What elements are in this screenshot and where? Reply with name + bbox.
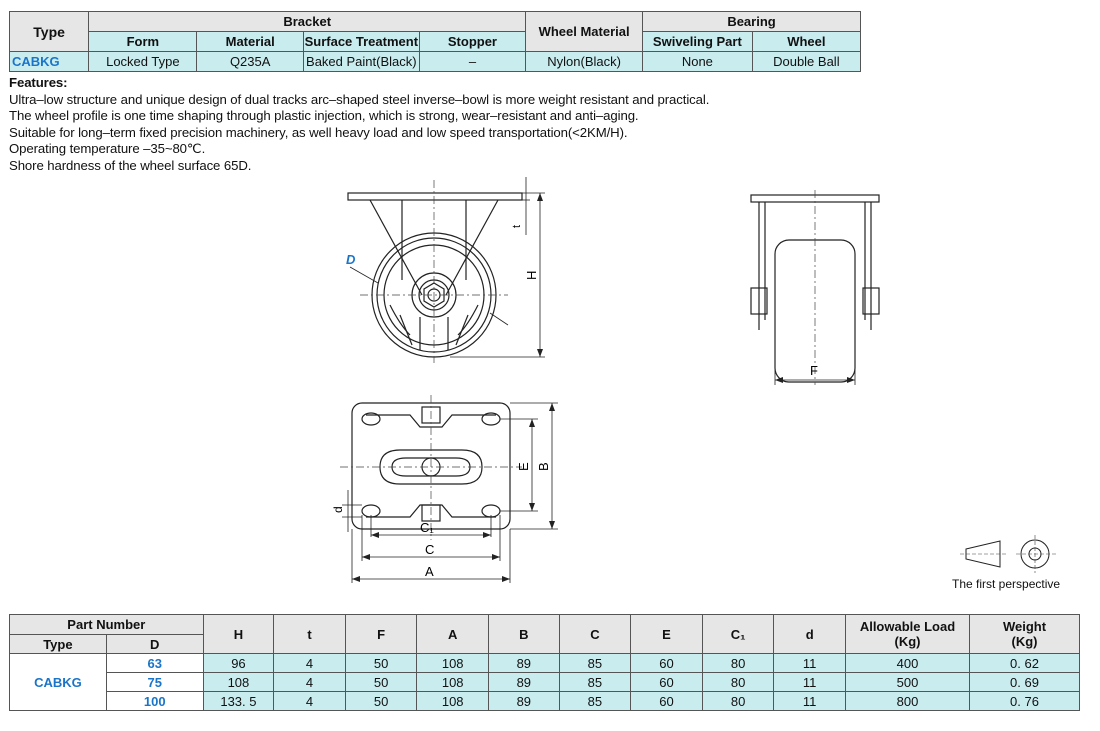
dim-label-C: C	[425, 542, 435, 557]
dims-header-part-number: Part Number	[10, 615, 204, 635]
front-view-drawing	[330, 175, 560, 365]
dims-cell-A: 108	[417, 673, 489, 692]
features-title: Features:	[9, 75, 68, 90]
dim-label-C1: C₁	[420, 520, 434, 535]
dims-table	[9, 614, 1080, 711]
dim-label-H: H	[524, 270, 539, 280]
spec-header-wheel: Wheel	[752, 32, 860, 52]
dims-cell-E: 60	[631, 673, 703, 692]
spec-header-stopper: Stopper	[419, 32, 525, 52]
dims-cell-F: 50	[345, 692, 417, 711]
dim-label-B: B	[536, 462, 551, 471]
table-row	[10, 692, 1080, 711]
feature-line: Shore hardness of the wheel surface 65D.	[9, 157, 252, 173]
dims-cell-H: 133. 5	[203, 692, 274, 711]
dims-cell-C: 85	[559, 654, 631, 673]
spec-cell-wheel-material: Nylon(Black)	[526, 52, 643, 72]
spec-cell-surface: Baked Paint(Black)	[303, 52, 419, 72]
dims-header-weight-title: Weight	[1002, 619, 1047, 634]
dims-cell-H: 96	[203, 654, 274, 673]
dim-label-d: d	[331, 506, 345, 513]
feature-line: The wheel profile is one time shaping through plastic injection, which is strong, wear–resistant and anti–aging.	[9, 108, 639, 124]
dims-cell-H: 108	[203, 673, 274, 692]
spec-cell-type: CABKG	[10, 52, 89, 72]
dims-cell-C: 85	[559, 673, 631, 692]
dims-cell-weight: 0. 62	[970, 654, 1080, 673]
dims-cell-A: 108	[417, 654, 489, 673]
dims-cell-D: 63	[106, 654, 203, 673]
dims-cell-C1: 80	[702, 673, 774, 692]
dims-cell-load: 400	[845, 654, 969, 673]
dims-header-d: d	[774, 615, 846, 654]
dims-cell-t: 4	[274, 673, 346, 692]
dims-header-weight	[970, 615, 1080, 654]
spec-header-material: Material	[197, 32, 303, 52]
spec-header-wheel-material: Wheel Material	[526, 12, 643, 52]
dims-cell-type: CABKG	[10, 654, 107, 711]
feature-line: Operating temperature –35~80℃.	[9, 141, 206, 157]
dim-label-F: F	[810, 363, 818, 378]
dim-label-E: E	[516, 462, 531, 471]
dims-header-B: B	[489, 615, 560, 654]
dims-cell-d: 11	[774, 673, 846, 692]
dims-header-C1: C₁	[702, 615, 774, 654]
dims-cell-weight: 0. 76	[970, 692, 1080, 711]
dims-cell-B: 89	[489, 673, 560, 692]
dim-label-D: D	[346, 252, 356, 267]
dims-cell-weight: 0. 69	[970, 673, 1080, 692]
dims-cell-t: 4	[274, 692, 346, 711]
perspective-label: The first perspective	[952, 577, 1061, 591]
spec-cell-material: Q235A	[197, 52, 303, 72]
spec-header-bearing: Bearing	[643, 12, 861, 32]
spec-cell-swiveling: None	[643, 52, 753, 72]
spec-header-type: Type	[10, 12, 89, 52]
dim-label-t: t	[511, 224, 523, 228]
dims-header-weight-unit: (Kg)	[1011, 634, 1038, 649]
spec-table	[9, 11, 861, 72]
table-row	[10, 654, 1080, 673]
dims-header-load-title: Allowable Load	[859, 619, 956, 634]
dims-cell-F: 50	[345, 673, 417, 692]
feature-line: Ultra–low structure and unique design of dual tracks arc–shaped steel inverse–bowl is more weight resistant and practical.	[9, 91, 710, 107]
dims-header-load-unit: (Kg)	[894, 634, 921, 649]
first-perspective-symbol	[960, 535, 1060, 573]
dims-cell-d: 11	[774, 654, 846, 673]
spec-cell-wheel: Double Ball	[752, 52, 860, 72]
dims-cell-D: 100	[106, 692, 203, 711]
feature-line: Suitable for long–term fixed precision machinery, as well heavy load and low speed transportation(<2KM/H).	[9, 124, 628, 140]
dims-cell-C1: 80	[702, 692, 774, 711]
side-view-dim-F	[770, 355, 865, 390]
dims-cell-C: 85	[559, 692, 631, 711]
dims-header-C: C	[559, 615, 631, 654]
dims-cell-F: 50	[345, 654, 417, 673]
dims-cell-A: 108	[417, 692, 489, 711]
spec-header-bracket: Bracket	[89, 12, 526, 32]
dims-cell-B: 89	[489, 692, 560, 711]
dims-header-type: Type	[10, 635, 107, 654]
dims-header-F: F	[345, 615, 417, 654]
dims-header-D: D	[106, 635, 203, 654]
dims-cell-B: 89	[489, 654, 560, 673]
bottom-view-drawing	[330, 395, 565, 585]
dims-cell-d: 11	[774, 692, 846, 711]
dims-header-t: t	[274, 615, 346, 654]
dim-label-A: A	[425, 564, 434, 579]
spec-header-swiveling: Swiveling Part	[643, 32, 753, 52]
dims-cell-load: 500	[845, 673, 969, 692]
dims-header-H: H	[203, 615, 274, 654]
dims-cell-C1: 80	[702, 654, 774, 673]
dims-cell-t: 4	[274, 654, 346, 673]
spec-cell-stopper: –	[419, 52, 525, 72]
dims-header-load	[845, 615, 969, 654]
dims-cell-E: 60	[631, 654, 703, 673]
spec-header-surface: Surface Treatment	[303, 32, 419, 52]
spec-cell-form: Locked Type	[89, 52, 197, 72]
features-block	[9, 75, 709, 175]
spec-header-form: Form	[89, 32, 197, 52]
dims-cell-E: 60	[631, 692, 703, 711]
dims-header-E: E	[631, 615, 703, 654]
dims-cell-D: 75	[106, 673, 203, 692]
table-row	[10, 673, 1080, 692]
dims-cell-load: 800	[845, 692, 969, 711]
dims-header-A: A	[417, 615, 489, 654]
